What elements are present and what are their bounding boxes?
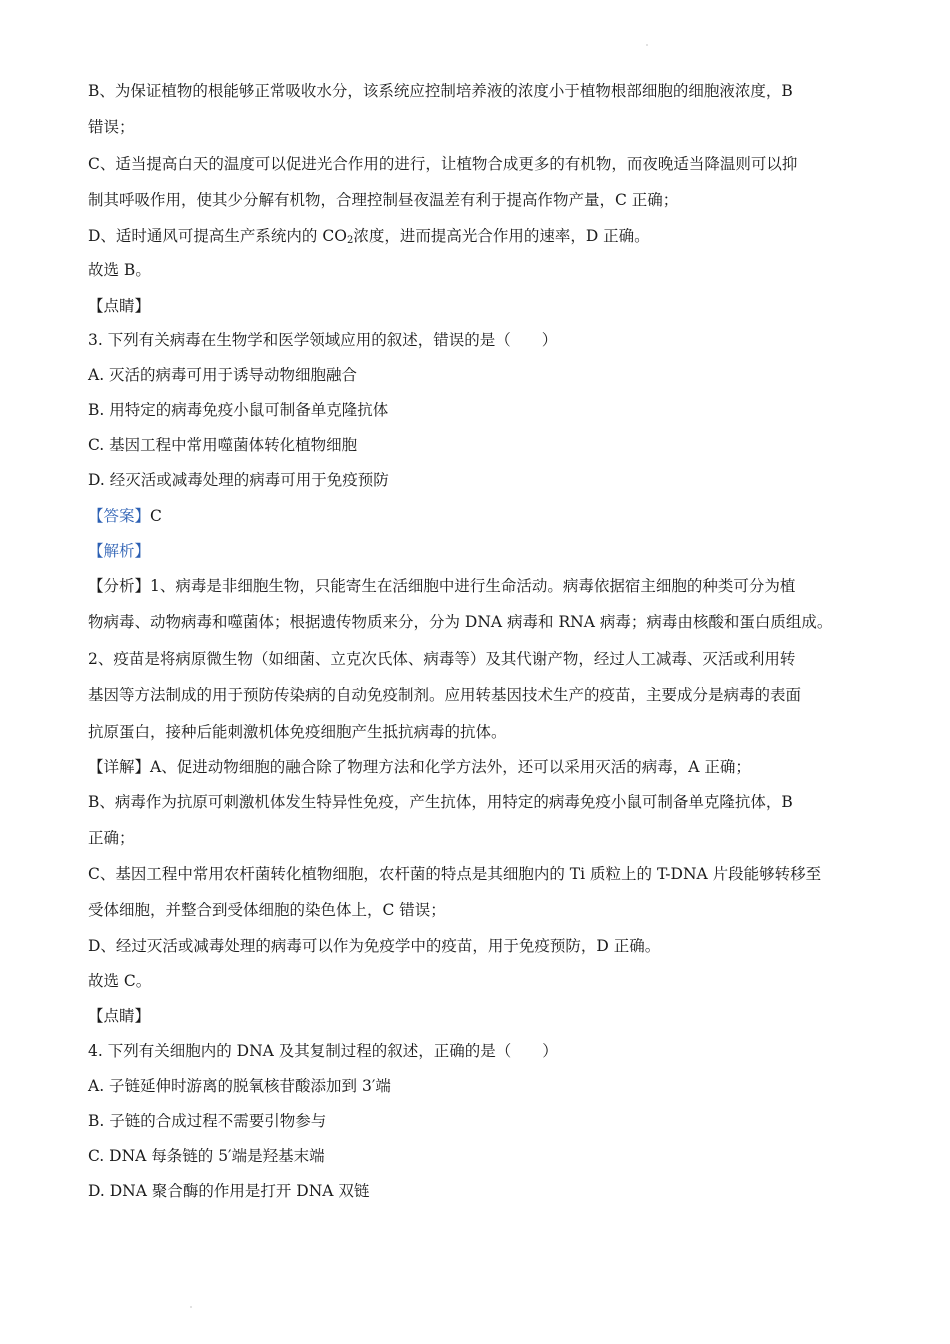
answer-label: 【答案】: [88, 507, 151, 525]
question-3-option-a: A. 灭活的病毒可用于诱导动物细胞融合: [88, 366, 358, 384]
question-4-stem: 4. 下列有关细胞内的 DNA 及其复制过程的叙述，正确的是（ ）: [88, 1042, 558, 1060]
analysis-line-2: 物病毒、动物病毒和噬菌体；根据遗传物质来分，分为 DNA 病毒和 RNA 病毒；病毒由核酸和蛋白质组成。: [88, 613, 833, 631]
analysis-label: 【解析】: [88, 542, 151, 560]
text-line-option-d-explanation: [88, 226, 650, 246]
scan-speck: [646, 44, 648, 46]
analysis-line-1: 【分析】1、病毒是非细胞生物，只能寄生在活细胞中进行生命活动。病毒依据宿主细胞的种类可分为植: [88, 577, 796, 595]
question-3-option-d: D. 经灭活或减毒处理的病毒可用于免疫预防: [88, 471, 389, 489]
text-fragment: 浓度，进而提高光合作用的速率，D 正确。: [353, 227, 650, 245]
question-4-option-c: C. DNA 每条链的 5′端是羟基末端: [88, 1147, 325, 1165]
text-line-option-c-conclusion: 制其呼吸作用，使其少分解有机物，合理控制昼夜温差有利于提高作物产量，C 正确；: [88, 191, 679, 209]
detail-line-6: D、经过灭活或减毒处理的病毒可以作为免疫学中的疫苗，用于免疫预防，D 正确。: [88, 937, 661, 955]
subscript-two: 2: [346, 235, 354, 246]
analysis-line-4: 基因等方法制成的用于预防传染病的自动免疫制剂。应用转基因技术生产的疫苗，主要成分是病毒的表面: [88, 686, 802, 704]
detail-line-2: B、病毒作为抗原可刺激机体发生特异性免疫，产生抗体，用特定的病毒免疫小鼠可制备单克隆抗体，B: [88, 793, 793, 811]
question-3-option-b: B. 用特定的病毒免疫小鼠可制备单克隆抗体: [88, 401, 389, 419]
question-4-option-d: D. DNA 聚合酶的作用是打开 DNA 双链: [88, 1182, 370, 1200]
question-3-stem: 3. 下列有关病毒在生物学和医学领域应用的叙述，错误的是（ ）: [88, 331, 558, 349]
text-line-option-b-conclusion: 错误；: [88, 118, 135, 136]
detail-line-1: 【详解】A、促进动物细胞的融合除了物理方法和化学方法外，还可以采用灭活的病毒，A 正确；: [88, 758, 751, 776]
section-label-comment: 【点睛】: [88, 1007, 151, 1025]
detail-line-5: 受体细胞，并整合到受体细胞的染色体上，C 错误；: [88, 901, 446, 919]
detail-line-4: C、基因工程中常用农杆菌转化植物细胞，农杆菌的特点是其细胞内的 Ti 质粒上的 T-DNA 片段能够转移至: [88, 865, 822, 883]
answer-value: C: [150, 507, 162, 525]
question-3-option-c: C. 基因工程中常用噬菌体转化植物细胞: [88, 436, 358, 454]
scan-speck: [190, 1306, 192, 1308]
answer-line: [88, 506, 162, 526]
analysis-line-3: 2、疫苗是将病原微生物（如细菌、立克次氏体、病毒等）及其代谢产物，经过人工减毒、灭活或利用转: [88, 650, 796, 668]
question-4-option-b: B. 子链的合成过程不需要引物参与: [88, 1112, 327, 1130]
text-line-choose-b: 故选 B。: [88, 261, 151, 279]
question-4-option-a: A. 子链延伸时游离的脱氧核苷酸添加到 3′端: [88, 1077, 391, 1095]
text-line-choose-c: 故选 C。: [88, 972, 152, 990]
text-line-option-c-explanation: C、适当提高白天的温度可以促进光合作用的进行，让植物合成更多的有机物，而夜晚适当降温则可以抑: [88, 155, 798, 173]
analysis-line-5: 抗原蛋白，接种后能刺激机体免疫细胞产生抵抗病毒的抗体。: [88, 723, 507, 741]
text-fragment: D、适时通风可提高生产系统内的 CO: [88, 227, 347, 245]
section-label-comment: 【点睛】: [88, 297, 151, 315]
detail-line-3: 正确；: [88, 829, 135, 847]
text-line-option-b-explanation: B、为保证植物的根能够正常吸收水分，该系统应控制培养液的浓度小于植物根部细胞的细胞液浓度，B: [88, 82, 793, 100]
